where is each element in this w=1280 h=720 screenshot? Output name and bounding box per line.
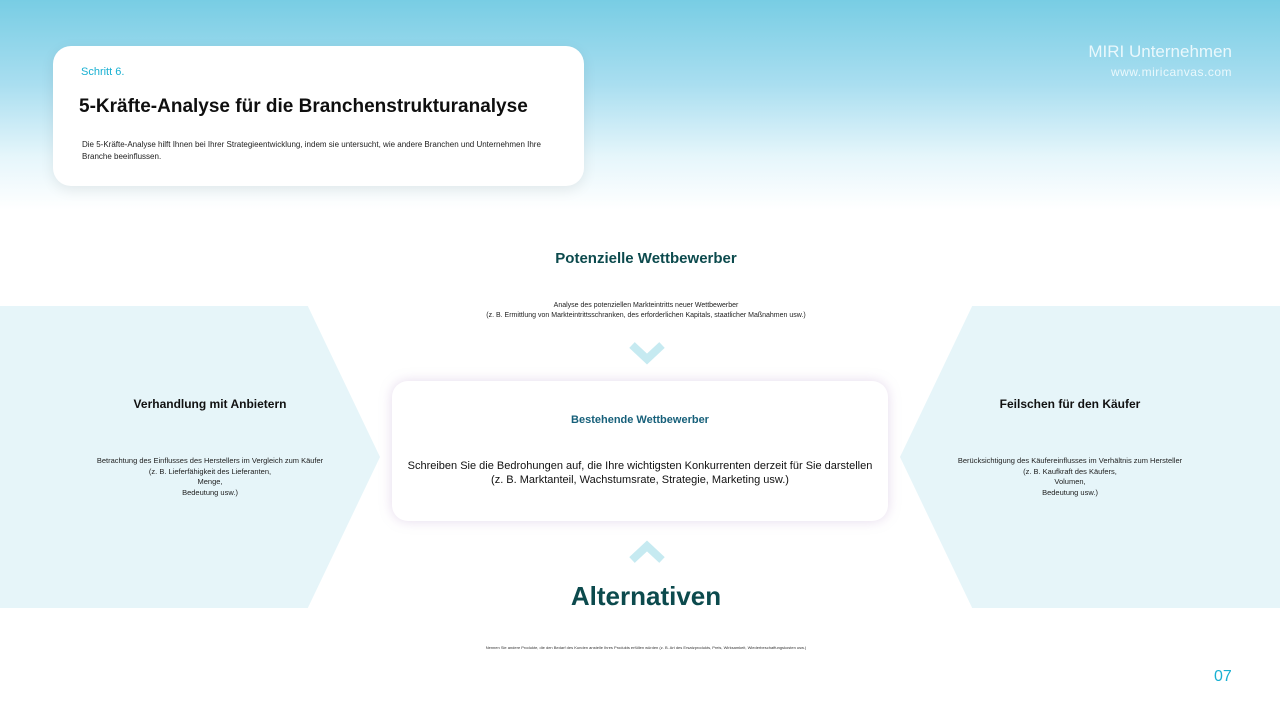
- existing-competitors-card: [392, 381, 888, 521]
- existing-competitors-line: (z. B. Marktanteil, Wachstumsrate, Strategie, Marketing usw.): [491, 474, 789, 486]
- potential-competitors-line: Analyse des potenziellen Markteintritts neuer Wettbewerber: [553, 302, 739, 309]
- suppliers-text-line: Betrachtung des Einflusses des Herstellers im Vergleich zum Käufer: [96, 456, 324, 465]
- existing-competitors-line: Schreiben Sie die Bedrohungen auf, die Ihre wichtigsten Konkurrenten derzeit für Sie darstellen: [407, 460, 873, 472]
- alternatives-title: Alternativen: [570, 581, 722, 611]
- suppliers-text-line: Bedeutung usw.): [182, 487, 238, 497]
- buyers-title: Feilschen für den Käufer: [999, 397, 1141, 411]
- brand-block: [1088, 42, 1232, 79]
- buyers-text-line: Berücksichtigung des Käufereinflusses im Verhältnis zum Hersteller: [957, 456, 1183, 465]
- chevron-down-icon: [627, 339, 667, 365]
- buyers-text-line: (z. B. Kaufkraft des Käufers,: [1023, 466, 1117, 476]
- intro-card: [53, 46, 584, 186]
- suppliers-text-line: Menge,: [197, 477, 223, 486]
- buyers-text-line: Volumen,: [1054, 477, 1086, 486]
- brand-url: www.miricanvas.com: [1110, 65, 1232, 79]
- potential-competitors-line: (z. B. Ermittlung von Markteintrittsschranken, des erforderlichen Kapitals, staatlicher Maßnahmen usw.): [486, 312, 806, 319]
- page-title: 5-Kräfte-Analyse für die Branchenstrukturanalyse: [79, 96, 528, 117]
- existing-competitors-text: [402, 459, 878, 487]
- buyers-text: [900, 456, 1240, 498]
- suppliers-title: Verhandlung mit Anbietern: [133, 397, 287, 411]
- suppliers-text-line: (z. B. Lieferfähigkeit des Lieferanten,: [148, 466, 272, 476]
- alternatives-text: Nennen Sie andere Produkte, die den Bedarf des Kunden anstelle Ihres Produkts erfüllen würden (z. B. Art des Ersatzprodukts, Preis, Wirksamkeit, Wiederbeschaffungskosten usw.): [485, 645, 807, 650]
- page-description: Die 5-Kräfte-Analyse hilft Ihnen bei Ihrer Strategieentwicklung, indem sie untersucht, wie andere Branchen und Unternehmen Ihre Branche beeinflussen.: [82, 140, 541, 161]
- step-label: Schritt 6.: [81, 66, 125, 78]
- buyers-text-line: Bedeutung usw.): [1042, 487, 1098, 497]
- chevron-up-icon: [627, 540, 667, 566]
- potential-competitors-title: Potenzielle Wettbewerber: [555, 250, 737, 267]
- potential-competitors-text: [396, 301, 896, 321]
- existing-competitors-title: Bestehende Wettbewerber: [571, 414, 709, 426]
- suppliers-text: [40, 456, 380, 498]
- brand-name: MIRI Unternehmen: [1088, 42, 1232, 61]
- page-number: 07: [1214, 668, 1232, 685]
